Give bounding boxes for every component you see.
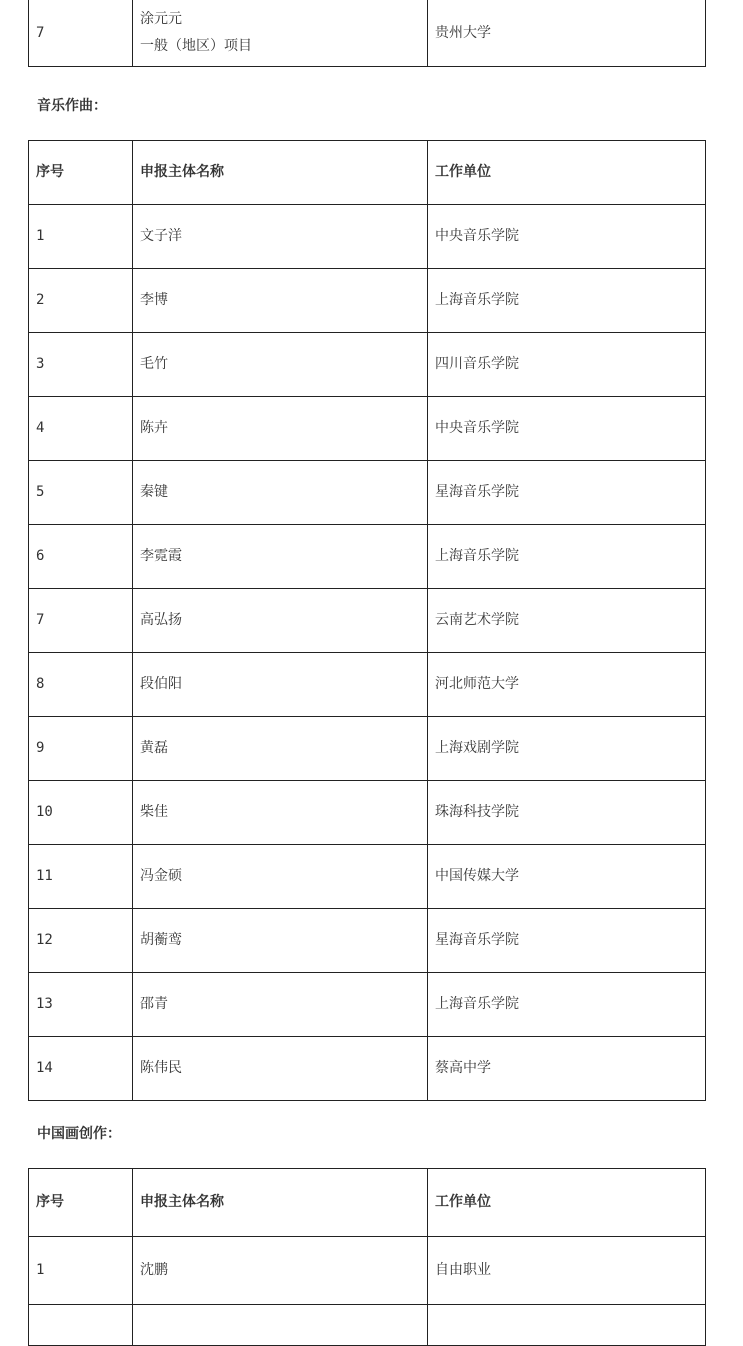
- applicant-name: 陈卉: [133, 397, 428, 461]
- row-number: 11: [29, 845, 133, 909]
- row-number: 9: [29, 717, 133, 781]
- applicant-name-line1: 涂元元: [140, 11, 182, 27]
- table-row: [29, 397, 706, 461]
- applicant-name-line2: 一般（地区）项目: [140, 38, 252, 54]
- row-number: 8: [29, 653, 133, 717]
- work-unit: 四川音乐学院: [428, 333, 706, 397]
- chinese-painting-table: [28, 1168, 706, 1346]
- work-unit: 星海音乐学院: [428, 461, 706, 525]
- applicant-name: 秦键: [133, 461, 428, 525]
- table-row: [29, 1305, 706, 1346]
- music-composition-table: [28, 140, 706, 1101]
- table-row: [29, 589, 706, 653]
- table-row: [29, 1037, 706, 1101]
- work-unit: 上海音乐学院: [428, 525, 706, 589]
- header-work-unit: 工作单位: [428, 1169, 706, 1237]
- header-applicant-name: 申报主体名称: [133, 141, 428, 205]
- row-number: 3: [29, 333, 133, 397]
- header-applicant-name: 申报主体名称: [133, 1169, 428, 1237]
- work-unit: [428, 1305, 706, 1346]
- table-header-row: [29, 1169, 706, 1237]
- row-number: 13: [29, 973, 133, 1037]
- applicant-name: 柴佳: [133, 781, 428, 845]
- work-unit: 上海音乐学院: [428, 269, 706, 333]
- work-unit: 珠海科技学院: [428, 781, 706, 845]
- work-unit: 蔡高中学: [428, 1037, 706, 1101]
- table-row: [29, 845, 706, 909]
- section-title-music: 音乐作曲：: [37, 98, 107, 114]
- row-number: 12: [29, 909, 133, 973]
- table-row: [29, 461, 706, 525]
- table-row: [29, 781, 706, 845]
- table-row: [29, 333, 706, 397]
- work-unit: 上海戏剧学院: [428, 717, 706, 781]
- table-row: [29, 205, 706, 269]
- work-unit: 贵州大学: [428, 0, 706, 67]
- table-row: [29, 1237, 706, 1305]
- row-number: 1: [29, 1237, 133, 1305]
- table-row: [29, 269, 706, 333]
- row-number: 7: [29, 589, 133, 653]
- applicant-name: 冯金硕: [133, 845, 428, 909]
- applicant-name: 黄磊: [133, 717, 428, 781]
- applicant-name: 邵青: [133, 973, 428, 1037]
- table-row: [29, 0, 706, 67]
- row-number: 6: [29, 525, 133, 589]
- work-unit: 中央音乐学院: [428, 205, 706, 269]
- table-row: [29, 653, 706, 717]
- row-number: 14: [29, 1037, 133, 1101]
- work-unit: 中央音乐学院: [428, 397, 706, 461]
- applicant-name: 李霓霞: [133, 525, 428, 589]
- row-number: 7: [29, 0, 133, 67]
- work-unit: 河北师范大学: [428, 653, 706, 717]
- applicant-name: 文子洋: [133, 205, 428, 269]
- work-unit: 上海音乐学院: [428, 973, 706, 1037]
- applicant-name: 胡蘅鸾: [133, 909, 428, 973]
- applicant-name: 李博: [133, 269, 428, 333]
- applicant-name: 高弘扬: [133, 589, 428, 653]
- row-number: [29, 1305, 133, 1346]
- applicant-name: [133, 0, 428, 67]
- row-number: 4: [29, 397, 133, 461]
- table-row: [29, 909, 706, 973]
- applicant-name: 沈鹏: [133, 1237, 428, 1305]
- header-work-unit: 工作单位: [428, 141, 706, 205]
- previous-project-table: [28, 0, 706, 67]
- work-unit: 自由职业: [428, 1237, 706, 1305]
- work-unit: 星海音乐学院: [428, 909, 706, 973]
- header-number: 序号: [29, 1169, 133, 1237]
- row-number: 10: [29, 781, 133, 845]
- work-unit: 云南艺术学院: [428, 589, 706, 653]
- table-header-row: [29, 141, 706, 205]
- row-number: 5: [29, 461, 133, 525]
- row-number: 1: [29, 205, 133, 269]
- table-row: [29, 717, 706, 781]
- table-row: [29, 973, 706, 1037]
- row-number: 2: [29, 269, 133, 333]
- header-number: 序号: [29, 141, 133, 205]
- section-title-painting: 中国画创作：: [37, 1126, 121, 1142]
- applicant-name: 陈伟民: [133, 1037, 428, 1101]
- work-unit: 中国传媒大学: [428, 845, 706, 909]
- applicant-name: [133, 1305, 428, 1346]
- applicant-name: 毛竹: [133, 333, 428, 397]
- applicant-name: 段伯阳: [133, 653, 428, 717]
- table-row: [29, 525, 706, 589]
